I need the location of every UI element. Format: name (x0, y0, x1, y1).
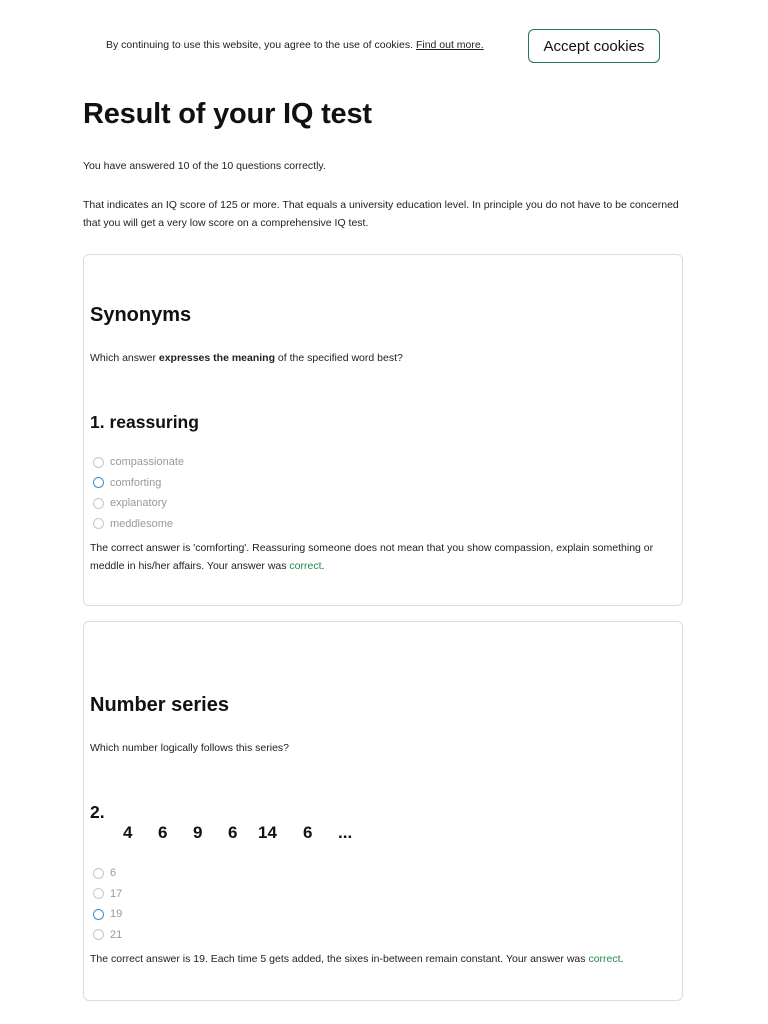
option-label: comforting (110, 476, 162, 489)
radio-button[interactable] (93, 868, 104, 879)
question-title: 1. reassuring (90, 412, 199, 432)
radio-button[interactable] (93, 498, 104, 509)
explanation-text: The correct answer is 19. Each time 5 gets added, the sixes in-between remain constant. Your answer was (90, 953, 589, 965)
answer-option[interactable] (93, 863, 122, 884)
radio-button-selected[interactable] (93, 477, 104, 488)
series-number: 9 (193, 823, 203, 842)
answer-option[interactable] (93, 884, 122, 905)
series-ellipsis: ... (338, 823, 353, 842)
answer-option[interactable] (93, 473, 184, 494)
series-number: 6 (158, 823, 168, 842)
question-instruction (90, 352, 403, 364)
answer-options (93, 452, 184, 534)
score-description: That indicates an IQ score of 125 or more. That equals a university education level. In principle you do not have to be concerned that you will get a very low score on a comprehensive IQ test. (83, 199, 679, 229)
radio-button[interactable] (93, 888, 104, 899)
series-number: 4 (123, 823, 133, 842)
answer-options (93, 863, 122, 945)
answer-option[interactable] (93, 452, 184, 473)
answer-explanation (90, 539, 670, 575)
radio-button-selected[interactable] (93, 909, 104, 920)
number-series (123, 823, 368, 843)
explanation-end: . (321, 560, 325, 572)
option-label: 19 (110, 908, 123, 921)
option-label: 21 (110, 928, 123, 941)
option-label: 17 (110, 887, 123, 900)
question-category: Synonyms (90, 304, 192, 326)
answer-option[interactable] (93, 925, 122, 946)
answer-explanation (90, 950, 670, 968)
instruction-emphasis: expresses the meaning (158, 352, 275, 364)
answer-option[interactable] (93, 904, 122, 925)
answer-option[interactable] (93, 514, 184, 535)
page-title: Result of your IQ test (83, 98, 372, 130)
explanation-text: The correct answer is 'comforting'. Reassuring someone does not mean that you show compassion, explain something or meddle in his/her affairs. Your answer was (90, 542, 654, 572)
option-label: compassionate (110, 456, 184, 469)
question-card-number-series (83, 621, 683, 1001)
answer-option[interactable] (93, 493, 184, 514)
option-label: 6 (110, 867, 117, 880)
result-status: correct (588, 953, 621, 965)
cookie-banner (0, 28, 768, 66)
find-out-more-link[interactable]: Find out more. (415, 39, 484, 51)
question-instruction: Which number logically follows this series? (90, 742, 289, 754)
radio-button[interactable] (93, 457, 104, 468)
explanation-end: . (620, 953, 624, 965)
cookie-notice-text: By continuing to use this website, you agree to the use of cookies. (106, 39, 414, 51)
instruction-text: Which answer (90, 352, 159, 364)
option-label: explanatory (110, 497, 167, 510)
question-card-synonyms (83, 254, 683, 606)
cookie-notice (106, 39, 484, 51)
series-number: 14 (258, 823, 277, 842)
result-status: correct (289, 560, 322, 572)
radio-button[interactable] (93, 518, 104, 529)
instruction-text: of the specified word best? (275, 352, 403, 364)
option-label: meddlesome (110, 517, 173, 530)
score-summary: You have answered 10 of the 10 questions correctly. (83, 160, 326, 172)
question-title: 2. (90, 802, 105, 822)
series-number: 6 (228, 823, 238, 842)
series-number: 6 (303, 823, 313, 842)
accept-cookies-button[interactable]: Accept cookies (528, 29, 660, 63)
radio-button[interactable] (93, 929, 104, 940)
question-category: Number series (90, 694, 229, 716)
